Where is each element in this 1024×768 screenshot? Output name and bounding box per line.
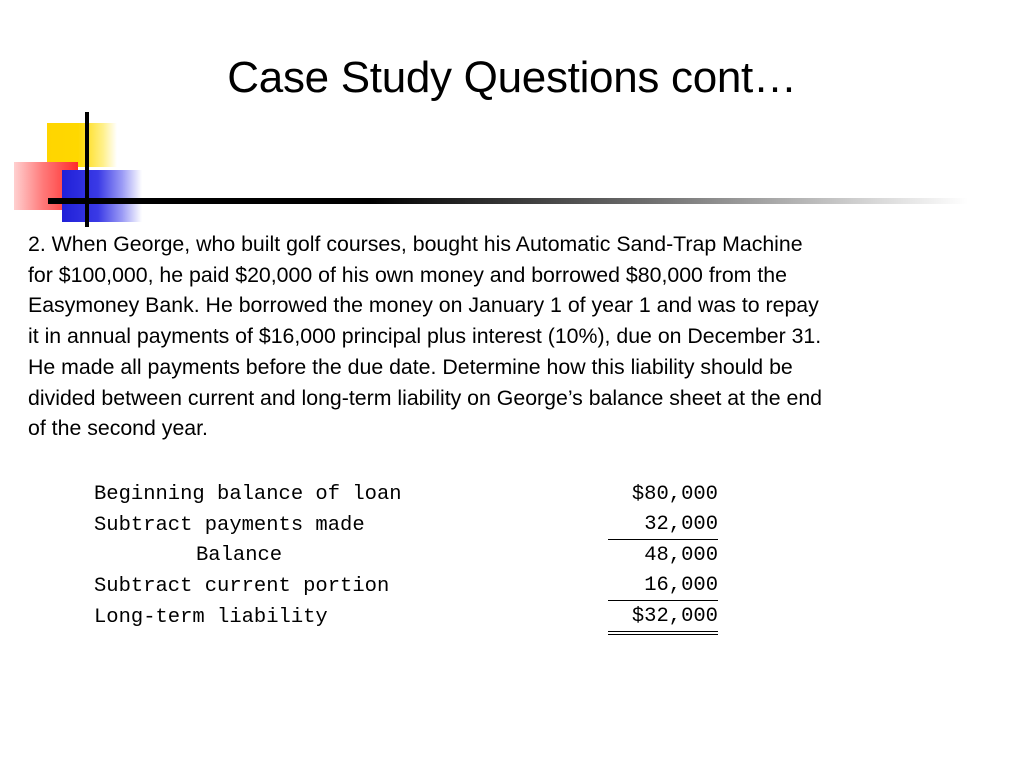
calc-label: Balance	[196, 544, 283, 568]
question-text: 2. When George, who built golf courses, bought his Automatic Sand-Trap Machine for $100,000, he paid $20,000 of his own money and borrowed $80,000 from the Easymoney Bank. He borrowed the money on January 1 of year 1 and was to repay it in annual payments of $16,000 principal plus interest (10%), due on December 31. He made all payments before the due date. Determine how this liability should be divided between current and long-term liability on George’s balance sheet at the end of the second year.	[28, 232, 823, 441]
calc-row-beginning-balance	[94, 480, 718, 511]
calc-row-current-portion	[94, 572, 718, 603]
calc-label: Subtract current portion	[94, 575, 390, 599]
calc-label: Subtract payments made	[94, 513, 365, 537]
calc-value: $32,000	[608, 603, 718, 635]
calc-row-balance	[94, 541, 718, 572]
decorative-blue-square	[62, 170, 142, 222]
decorative-yellow-square	[47, 123, 117, 167]
loan-calculation	[94, 480, 718, 633]
calc-value: 48,000	[644, 544, 718, 568]
calc-label: Beginning balance of loan	[94, 483, 402, 506]
calc-value: $80,000	[631, 483, 718, 506]
calc-label: Long-term liability	[94, 605, 328, 629]
calc-row-long-term-liability	[94, 603, 718, 634]
decorative-vertical-line	[85, 112, 89, 227]
calc-value: 32,000	[608, 511, 718, 540]
title-divider-line	[48, 198, 968, 204]
calc-value: 16,000	[608, 572, 718, 601]
slide-title: Case Study Questions cont…	[227, 53, 797, 102]
calc-row-payments-made	[94, 511, 718, 542]
